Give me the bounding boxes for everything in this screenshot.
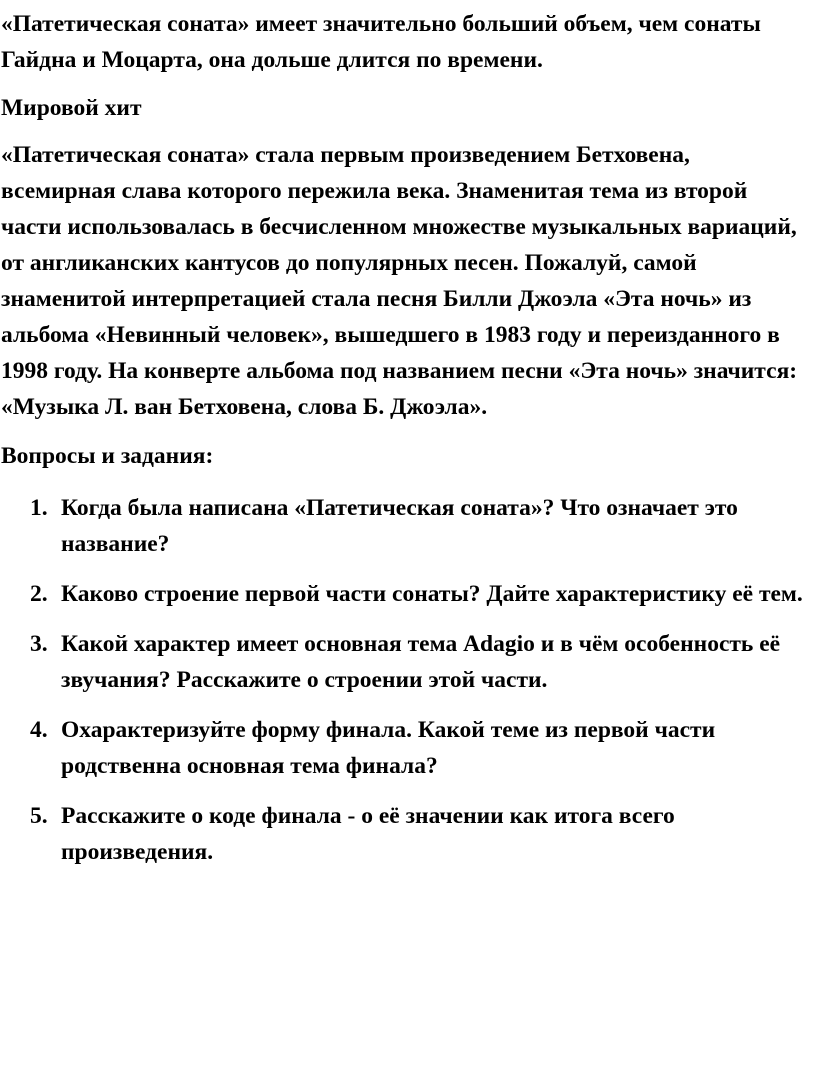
question-item bbox=[30, 712, 806, 784]
question-item bbox=[30, 576, 806, 612]
question-number: 2. bbox=[30, 581, 48, 607]
question-number: 3. bbox=[30, 631, 48, 657]
question-text: Когда была написана «Патетическая соната»? Что означает это название? bbox=[61, 495, 738, 557]
question-item bbox=[30, 626, 806, 698]
questions-list bbox=[1, 490, 806, 870]
question-text: Охарактеризуйте форму финала. Какой теме из первой части родственна основная тема финала? bbox=[61, 717, 716, 779]
question-number: 1. bbox=[30, 495, 48, 521]
question-text: Каково строение первой части сонаты? Дайте характеристику её тем. bbox=[61, 581, 803, 607]
intro-paragraph: «Патетическая соната» имеет значительно больший объем, чем сонаты Гайдна и Моцарта, она дольше длится по времени. bbox=[1, 11, 761, 73]
question-item bbox=[30, 490, 806, 562]
section-heading: Мировой хит bbox=[1, 95, 142, 121]
question-number: 4. bbox=[30, 717, 48, 743]
question-number: 5. bbox=[30, 803, 48, 829]
body-paragraph: «Патетическая соната» стала первым произведением Бетховена, всемирная слава которого пережила века. Знаменитая тема из второй части использовалась в бесчисленном множестве музыкальных вариаций, от англиканских кантусов до популярных песен. Пожалуй, самой знаменитой интерпретацией стала песня Билли Джоэла «Эта ночь» из альбома «Невинный человек», вышедшего в 1983 году и переизданного в 1998 году. На конверте альбома под названием песни «Эта ночь» значится: «Музыка Л. ван Бетховена, слова Б. Джоэла». bbox=[1, 142, 798, 420]
question-item bbox=[30, 798, 806, 870]
questions-heading: Вопросы и задания: bbox=[1, 443, 214, 469]
question-text: Расскажите о коде финала - о её значении как итога всего произведения. bbox=[61, 803, 675, 865]
question-text: Какой характер имеет основная тема Adagio и в чём особенность её звучания? Расскажите о строении этой части. bbox=[61, 631, 781, 693]
